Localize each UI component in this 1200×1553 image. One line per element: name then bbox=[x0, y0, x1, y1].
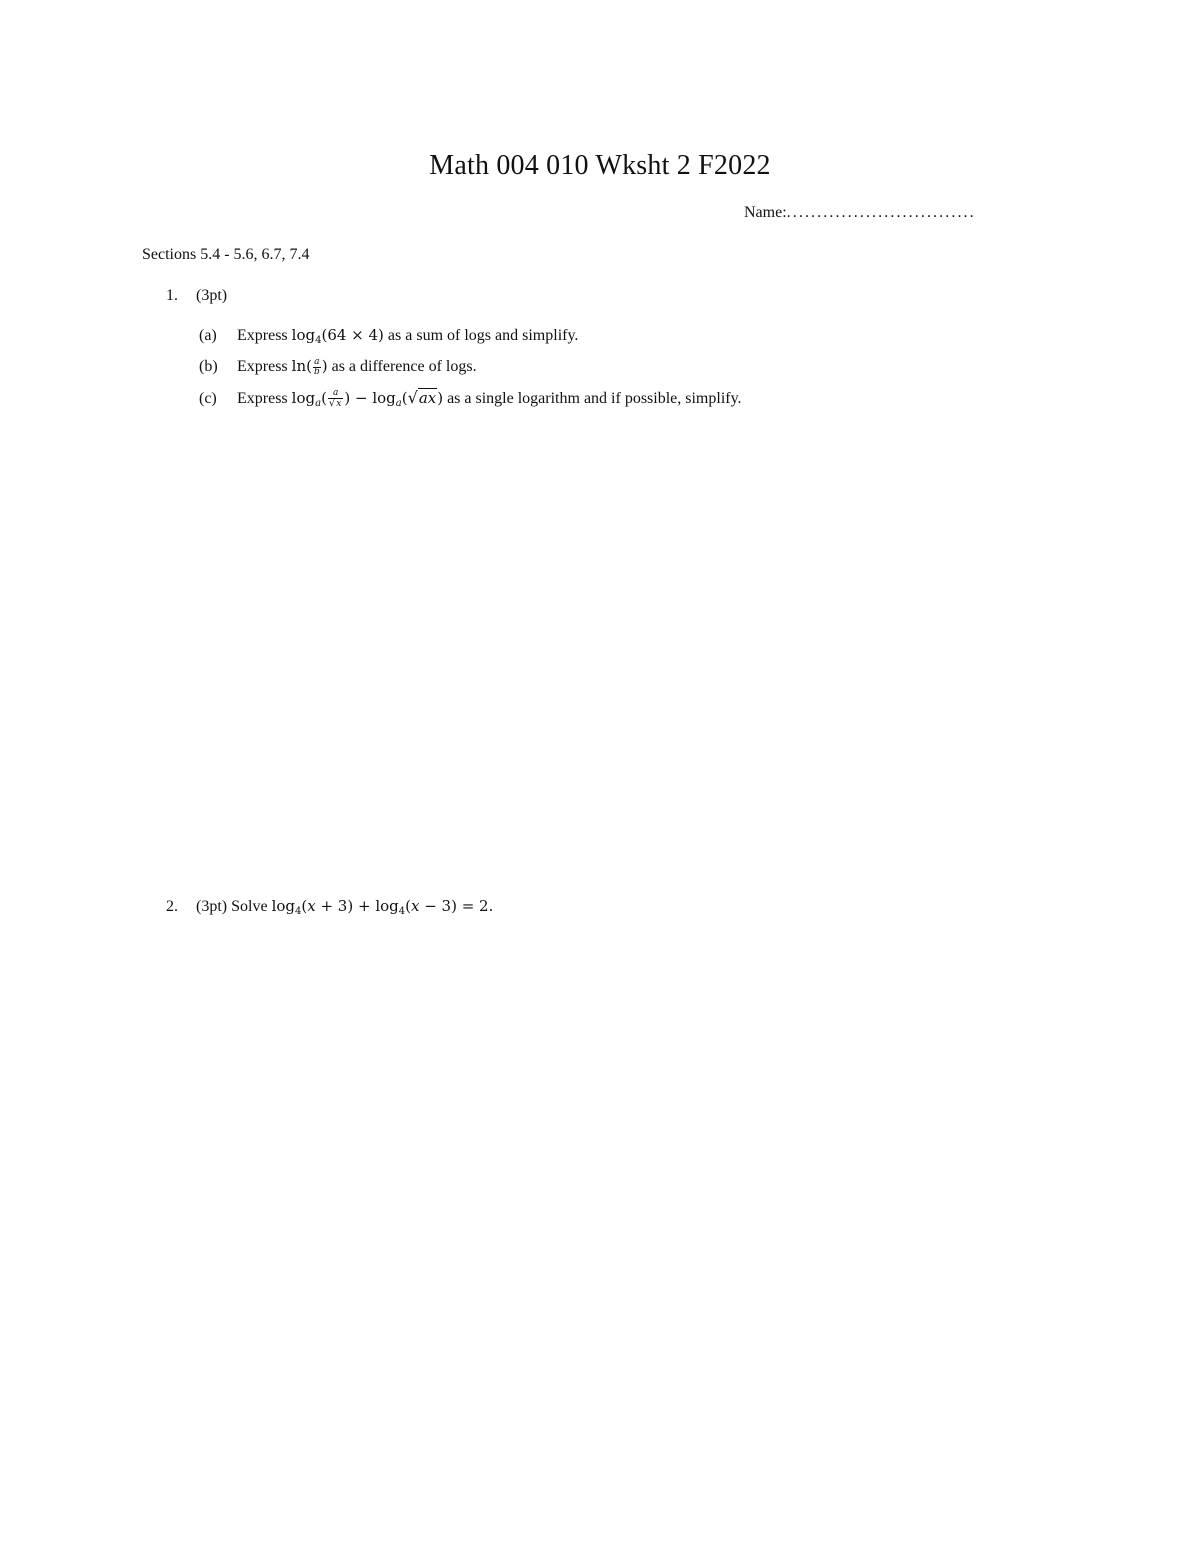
radical-sign-icon: √ bbox=[407, 388, 418, 407]
part-label: (c) bbox=[199, 390, 217, 407]
square-root: √x bbox=[328, 398, 342, 409]
name-field bbox=[744, 204, 976, 222]
fraction: $\frac{a}{√x}$ bbox=[328, 388, 342, 409]
question-points: (3pt) bbox=[196, 287, 228, 304]
question-number: 2. bbox=[166, 898, 178, 915]
fraction: $\frac{a}{b}$ bbox=[313, 356, 320, 377]
name-blank: ............................... bbox=[786, 204, 976, 221]
question-2 bbox=[166, 897, 493, 916]
question-1 bbox=[166, 287, 227, 305]
part-label: (b) bbox=[199, 358, 218, 375]
part-verb: Express bbox=[237, 390, 288, 407]
square-root: √ax bbox=[407, 388, 437, 407]
question-points: (3pt) bbox=[196, 898, 228, 915]
question-1b bbox=[199, 357, 477, 377]
math-expression: $\log_4(x + 3) + \log_4(x - 3) = 2$. bbox=[271, 897, 494, 917]
question-number: 1. bbox=[166, 287, 178, 304]
math-expression: $\log_a$( $\frac{a}{√x}$ ) − $\log_a(√ax)$ bbox=[291, 388, 444, 409]
sections-line: Sections 5.4 - 5.6, 6.7, 7.4 bbox=[142, 246, 310, 263]
page-title: Math 004 010 Wksht 2 F2022 bbox=[429, 150, 771, 181]
part-text: as a difference of logs. bbox=[331, 358, 477, 375]
name-label: Name: bbox=[744, 204, 787, 221]
part-label: (a) bbox=[199, 327, 217, 344]
radical-sign-icon: √ bbox=[328, 398, 336, 409]
part-text: as a sum of logs and simplify. bbox=[387, 327, 579, 344]
math-expression: ln( $\frac{a}{b}$ ) bbox=[291, 356, 328, 377]
question-1c bbox=[199, 388, 742, 409]
part-verb: Express bbox=[237, 327, 288, 344]
question-1a bbox=[199, 326, 578, 345]
math-expression: $\log_4(64 \times 4)$ bbox=[291, 326, 384, 346]
part-verb: Express bbox=[237, 358, 288, 375]
part-text: as a single logarithm and if possible, simplify. bbox=[447, 390, 742, 407]
question-verb: Solve bbox=[231, 898, 268, 915]
